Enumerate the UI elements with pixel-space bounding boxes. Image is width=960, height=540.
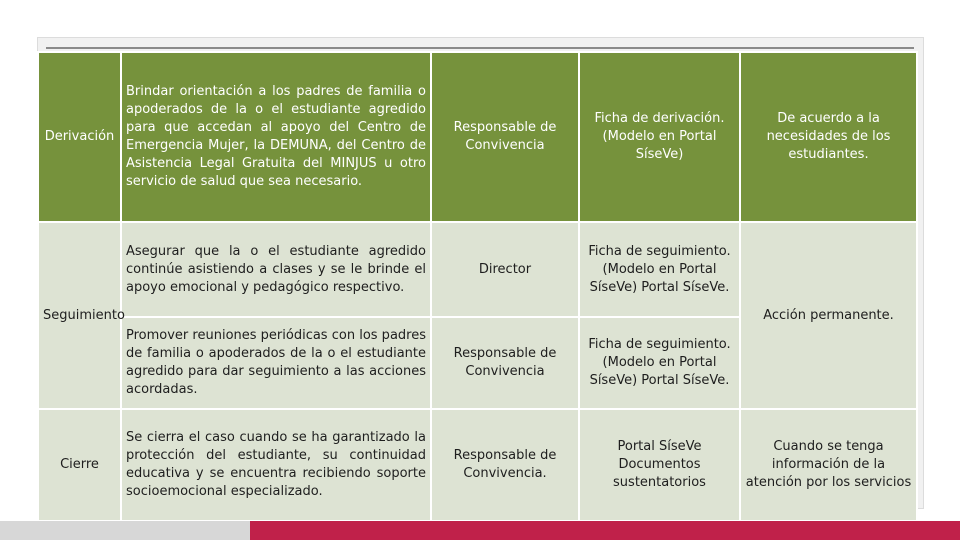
means-derivacion: Ficha de derivación. (Modelo en Portal SíseVe) [579,52,740,222]
footer-accent-bar [0,521,960,540]
action-cierre: Se cierra el caso cuando se ha garantizado la protección del estudiante, su continuidad educativa y se encuentra recibiendo soporte socioemocional especializado. [121,409,431,521]
table-row-cierre [38,409,917,521]
means-seguimiento-b: Ficha de seguimiento. (Modelo en Portal SíseVe) Portal SíseVe. [579,317,740,409]
action-derivacion: Brindar orientación a los padres de familia o apoderados de la o el estudiante agredido para que accedan al apoyo del Centro de Emergencia Mujer, la DEMUNA, del Centro de Asistencia Legal Gratuita del MINJUS u otro servicio de salud que sea necesario. [121,52,431,222]
footer-accent-bar-gray [0,521,250,540]
timing-derivacion: De acuerdo a la necesidades de los estudiantes. [740,52,917,222]
action-seguimiento-b: Promover reuniones periódicas con los padres de familia o apoderados de la o el estudiante agredido para dar seguimiento a las acciones acordadas. [121,317,431,409]
frame-divider [46,47,914,49]
table-row-seguimiento-a [38,222,917,317]
action-seguimiento-a: Asegurar que la o el estudiante agredido continúe asistiendo a clases y se le brinde el apoyo emocional y pedagógico respectivo. [121,222,431,317]
responsible-derivacion: Responsable de Convivencia [431,52,579,222]
responsible-seguimiento-a: Director [431,222,579,317]
means-cierre: Portal SíseVe Documentos sustentatorios [579,409,740,521]
phase-seguimiento: Seguimiento [38,222,121,409]
phase-derivacion: Derivación [38,52,121,222]
phase-cierre: Cierre [38,409,121,521]
responsible-cierre: Responsable de Convivencia. [431,409,579,521]
timing-seguimiento: Acción permanente. [740,222,917,409]
timing-cierre: Cuando se tenga información de la atención por los servicios [740,409,917,521]
responsible-seguimiento-b: Responsable de Convivencia [431,317,579,409]
table-row-derivacion [38,52,917,222]
protocol-table [37,51,918,522]
means-seguimiento-a: Ficha de seguimiento. (Modelo en Portal SíseVe) Portal SíseVe. [579,222,740,317]
